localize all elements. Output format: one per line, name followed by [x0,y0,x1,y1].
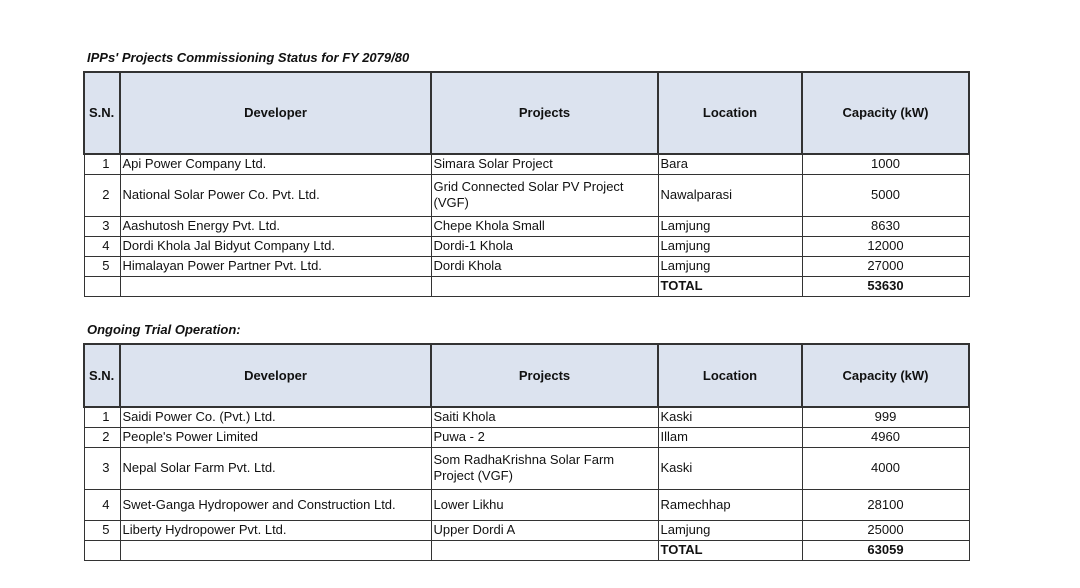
cell-sn: 4 [84,236,120,256]
cell-location: Bara [658,154,802,174]
cell-sn: 4 [84,489,120,520]
cell-capacity: 5000 [802,174,969,216]
cell-sn: 2 [84,174,120,216]
cell-location: Ramechhap [658,489,802,520]
cell-project: Som RadhaKrishna Solar Farm Project (VGF) [431,447,658,489]
cell-sn: 3 [84,216,120,236]
total-row [84,540,969,560]
cell-empty [431,540,658,560]
header-projects: Projects [431,344,658,407]
header-projects: Projects [431,72,658,154]
cell-developer: Dordi Khola Jal Bidyut Company Ltd. [120,236,431,256]
cell-capacity: 28100 [802,489,969,520]
header-location: Location [658,72,802,154]
cell-developer: People's Power Limited [120,427,431,447]
header-capacity: Capacity (kW) [802,72,969,154]
cell-sn: 1 [84,154,120,174]
cell-location: Illam [658,427,802,447]
header-developer: Developer [120,344,431,407]
cell-capacity: 1000 [802,154,969,174]
cell-location: Lamjung [658,256,802,276]
total-label: TOTAL [658,540,802,560]
cell-project: Puwa - 2 [431,427,658,447]
cell-sn: 5 [84,520,120,540]
cell-location: Lamjung [658,520,802,540]
cell-capacity: 12000 [802,236,969,256]
cell-sn: 5 [84,256,120,276]
cell-project: Upper Dordi A [431,520,658,540]
cell-location: Nawalparasi [658,174,802,216]
header-developer: Developer [120,72,431,154]
cell-location: Kaski [658,407,802,427]
cell-empty [431,276,658,296]
cell-developer: Himalayan Power Partner Pvt. Ltd. [120,256,431,276]
cell-project: Grid Connected Solar PV Project (VGF) [431,174,658,216]
table-header-row [84,344,969,407]
table-row [84,154,969,174]
cell-capacity: 25000 [802,520,969,540]
cell-project: Chepe Khola Small [431,216,658,236]
cell-location: Lamjung [658,216,802,236]
cell-capacity: 4000 [802,447,969,489]
table2-caption: Ongoing Trial Operation: [87,322,241,337]
cell-project: Dordi Khola [431,256,658,276]
cell-project: Dordi-1 Khola [431,236,658,256]
cell-location: Lamjung [658,236,802,256]
commissioning-status-table [83,71,970,297]
table-row [84,489,969,520]
table-row [84,427,969,447]
header-capacity: Capacity (kW) [802,344,969,407]
total-capacity: 53630 [802,276,969,296]
cell-developer: Liberty Hydropower Pvt. Ltd. [120,520,431,540]
cell-developer: Swet-Ganga Hydropower and Construction Ltd. [120,489,431,520]
cell-capacity: 999 [802,407,969,427]
table-row [84,447,969,489]
cell-empty [84,276,120,296]
table-row [84,236,969,256]
cell-capacity: 27000 [802,256,969,276]
table-row [84,174,969,216]
cell-developer: Aashutosh Energy Pvt. Ltd. [120,216,431,236]
header-sn: S.N. [84,344,120,407]
cell-capacity: 4960 [802,427,969,447]
table-row [84,216,969,236]
table1-caption: IPPs' Projects Commissioning Status for FY 2079/80 [87,50,410,65]
cell-capacity: 8630 [802,216,969,236]
total-row [84,276,969,296]
cell-developer: Nepal Solar Farm Pvt. Ltd. [120,447,431,489]
cell-project: Saiti Khola [431,407,658,427]
table-row [84,256,969,276]
cell-project: Simara Solar Project [431,154,658,174]
cell-sn: 3 [84,447,120,489]
cell-empty [120,540,431,560]
table-row [84,407,969,427]
cell-sn: 2 [84,427,120,447]
cell-developer: Saidi Power Co. (Pvt.) Ltd. [120,407,431,427]
trial-operation-table [83,343,970,561]
header-sn: S.N. [84,72,120,154]
cell-empty [84,540,120,560]
cell-project: Lower Likhu [431,489,658,520]
header-location: Location [658,344,802,407]
cell-location: Kaski [658,447,802,489]
table-header-row [84,72,969,154]
table-row [84,520,969,540]
cell-developer: National Solar Power Co. Pvt. Ltd. [120,174,431,216]
cell-sn: 1 [84,407,120,427]
total-capacity: 63059 [802,540,969,560]
cell-developer: Api Power Company Ltd. [120,154,431,174]
total-label: TOTAL [658,276,802,296]
cell-empty [120,276,431,296]
